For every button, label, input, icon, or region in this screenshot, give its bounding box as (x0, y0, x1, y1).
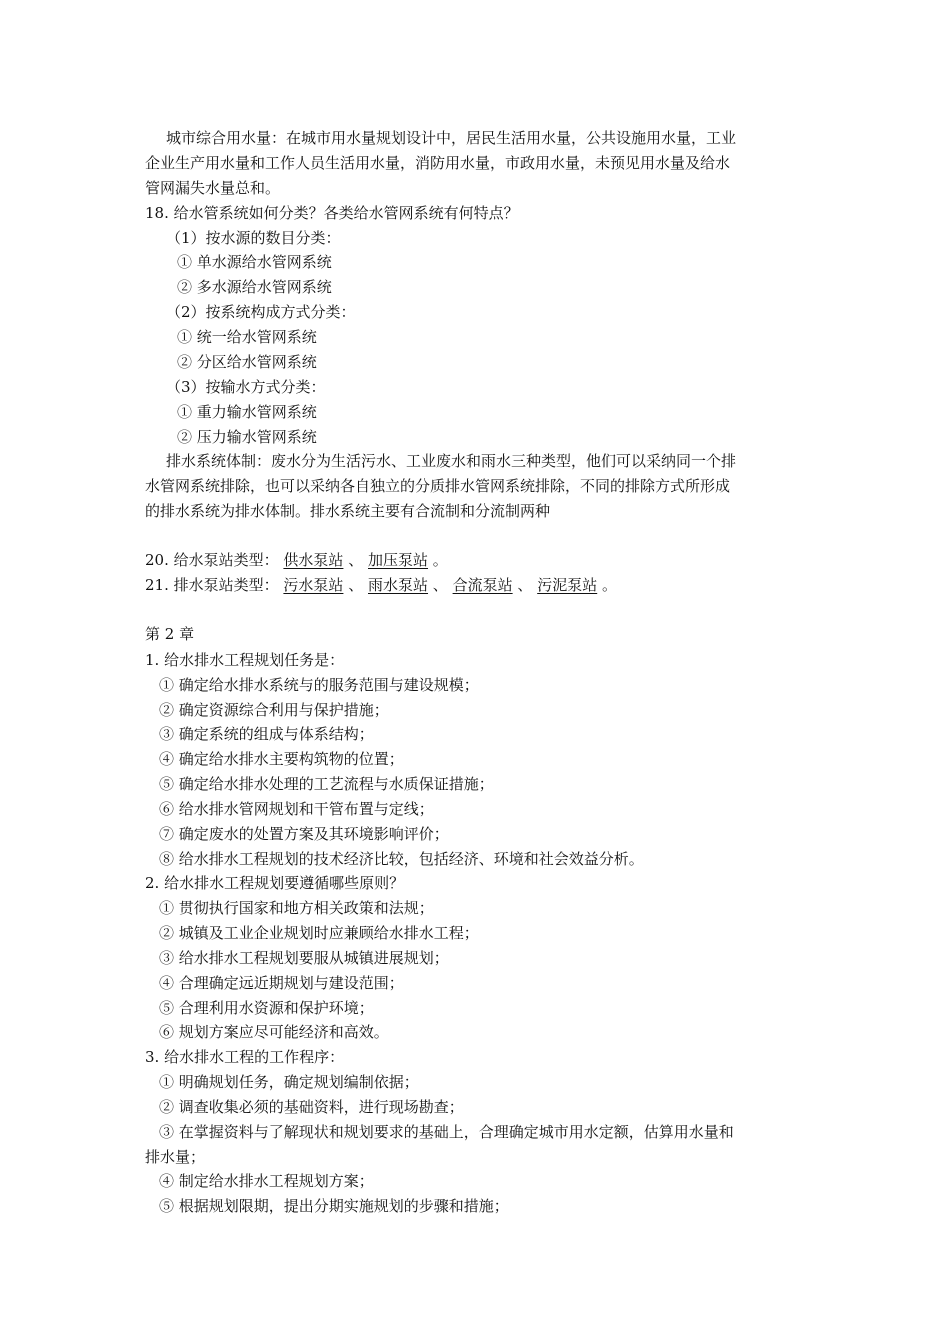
s3-item-continuation: 排水量； (145, 1148, 206, 1166)
s1-item: ⑦ 确定废水的处置方案及其环境影响评价； (159, 825, 449, 843)
drainage-line-3: 的排水系统为排水体制。排水系统主要有合流制和分流制两种 (145, 502, 551, 520)
end-mark: 。 (432, 551, 448, 569)
q21-answer-1: 污水泵站 (283, 576, 344, 594)
s3-title: 3. 给水排水工程的工作程序： (145, 1048, 345, 1066)
q20-line (145, 550, 448, 570)
s2-title: 2. 给水排水工程规划要遵循哪些原则？ (145, 874, 405, 892)
q20-prefix: 20. 给水泵站类型： (145, 551, 279, 569)
end-mark: 。 (601, 576, 617, 594)
s1-item: ① 确定给水排水系统与的服务范围与建设规模； (159, 676, 479, 694)
s1-item: ⑧ 给水排水工程规划的技术经济比较，包括经济、环境和社会效益分析。 (159, 850, 644, 868)
s1-item: ② 确定资源综合利用与保护措施； (159, 701, 389, 719)
separator: 、 (517, 576, 533, 594)
s3-item: ② 调查收集必须的基础资料，进行现场勘查； (159, 1098, 464, 1116)
s1-item: ⑥ 给水排水管网规划和干管布置与定线； (159, 800, 434, 818)
s2-item: ⑥ 规划方案应尽可能经济和高效。 (159, 1023, 389, 1041)
q21-answer-4: 污泥泵站 (537, 576, 598, 594)
q18-title: 18. 给水管系统如何分类？各类给水管网系统有何特点？ (145, 204, 519, 222)
intro-line-2: 企业生产用水量和工作人员生活用水量，消防用水量，市政用水量，未预见用水量及给水 (145, 154, 731, 172)
q18-item: ② 压力输水管网系统 (177, 428, 317, 446)
q21-line (145, 575, 617, 595)
s3-item: ③ 在掌握资料与了解现状和规划要求的基础上，合理确定城市用水定额，估算用水量和 (159, 1123, 734, 1141)
q18-category-3: （3）按输水方式分类： (166, 378, 326, 396)
s1-item: ③ 确定系统的组成与体系结构； (159, 725, 374, 743)
drainage-line-1: 排水系统体制：废水分为生活污水、工业废水和雨水三种类型，他们可以采纳同一个排 (166, 452, 737, 470)
separator: 、 (348, 551, 364, 569)
separator: 、 (348, 576, 364, 594)
drainage-line-2: 水管网系统排除，也可以采纳各自独立的分质排水管网系统排除，不同的排除方式所形成 (145, 477, 731, 495)
s1-item: ⑤ 确定给水排水处理的工艺流程与水质保证措施； (159, 775, 494, 793)
intro-line-1: 城市综合用水量：在城市用水量规划设计中，居民生活用水量，公共设施用水量，工业 (166, 129, 737, 147)
q18-item: ② 多水源给水管网系统 (177, 278, 332, 296)
q18-item: ② 分区给水管网系统 (177, 353, 317, 371)
q21-answer-3: 合流泵站 (452, 576, 513, 594)
s2-item: ④ 合理确定远近期规划与建设范围； (159, 974, 404, 992)
chapter-heading: 第 2 章 (145, 625, 195, 643)
q18-category-1: （1）按水源的数目分类： (166, 229, 341, 247)
q21-prefix: 21. 排水泵站类型： (145, 576, 279, 594)
q18-category-2: （2）按系统构成方式分类： (166, 303, 356, 321)
q18-item: ① 单水源给水管网系统 (177, 253, 332, 271)
q20-answer-2: 加压泵站 (368, 551, 429, 569)
s2-item: ① 贯彻执行国家和地方相关政策和法规； (159, 899, 434, 917)
s3-item: ④ 制定给水排水工程规划方案； (159, 1172, 374, 1190)
s2-item: ② 城镇及工业企业规划时应兼顾给水排水工程； (159, 924, 479, 942)
separator: 、 (432, 576, 448, 594)
s3-item: ⑤ 根据规划限期，提出分期实施规划的步骤和措施； (159, 1197, 509, 1215)
s1-item: ④ 确定给水排水主要构筑物的位置； (159, 750, 404, 768)
q18-item: ① 重力输水管网系统 (177, 403, 317, 421)
s3-item: ① 明确规划任务，确定规划编制依据； (159, 1073, 419, 1091)
s1-title: 1. 给水排水工程规划任务是： (145, 651, 345, 669)
q18-item: ① 统一给水管网系统 (177, 328, 317, 346)
intro-line-3: 管网漏失水量总和。 (145, 179, 281, 197)
q21-answer-2: 雨水泵站 (368, 576, 429, 594)
q20-answer-1: 供水泵站 (283, 551, 344, 569)
s2-item: ③ 给水排水工程规划要服从城镇进展规划； (159, 949, 449, 967)
s2-item: ⑤ 合理利用水资源和保护环境； (159, 999, 374, 1017)
